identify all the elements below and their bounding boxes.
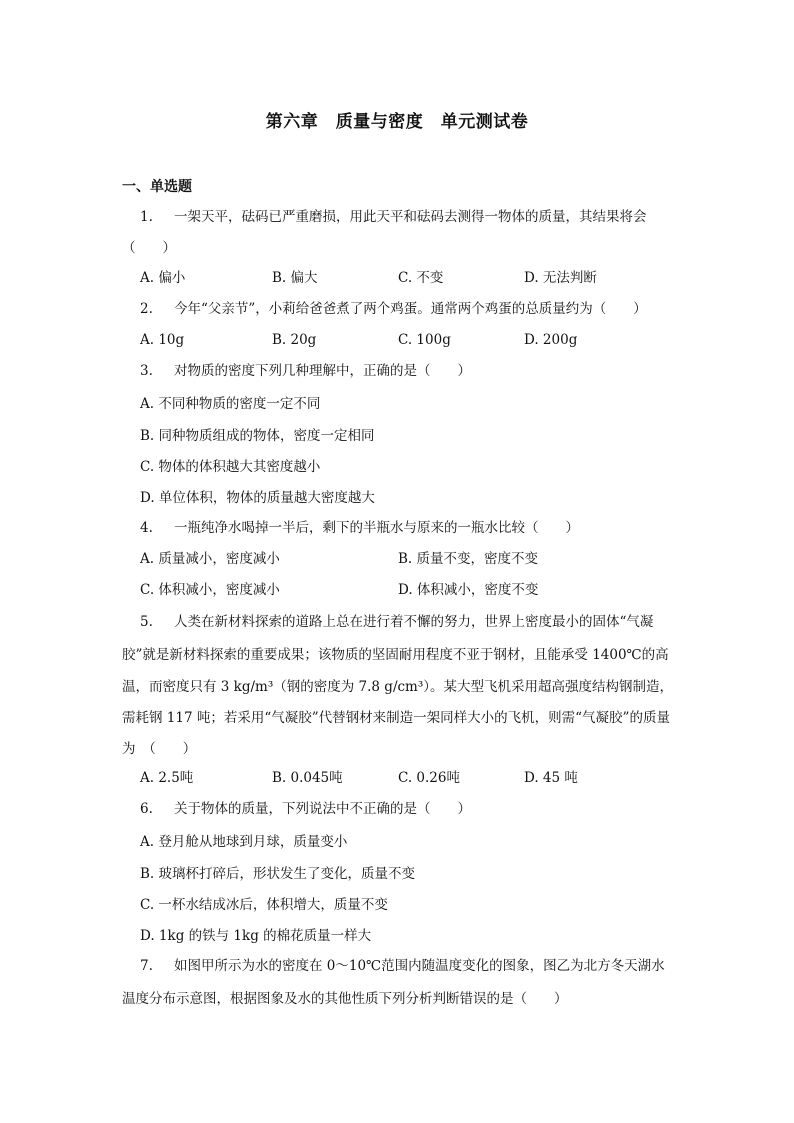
question-text-continued: 需耗钢 117 吨；若采用“气凝胶”代替钢材来制造一架同样大小的飞机，则需“气凝胶”的质量 bbox=[122, 710, 670, 726]
option-b: B. 同种物质组成的物体，密度一定相同 bbox=[140, 428, 375, 444]
question-text: 一架天平，砝码已严重磨损，用此天平和砝码去测得一物体的质量，其结果将会 bbox=[174, 209, 647, 225]
option-d: D. 45 吨 bbox=[524, 770, 578, 786]
option-a: A. 2.5吨 bbox=[140, 770, 194, 786]
question-text: 今年“父亲节”，小莉给爸爸煮了两个鸡蛋。通常两个鸡蛋的总质量约为（ ） bbox=[174, 301, 647, 317]
question-text: 关于物体的质量，下列说法中不正确的是（ ） bbox=[174, 801, 471, 817]
option-c: C. 100g bbox=[398, 332, 451, 348]
option-a: A. 质量减小，密度减小 bbox=[140, 551, 280, 567]
option-b: B. 0.045吨 bbox=[272, 770, 343, 786]
question-number: 5. bbox=[140, 614, 153, 630]
question-number: 1. bbox=[140, 209, 153, 225]
option-c: C. 体积减小，密度减小 bbox=[140, 582, 280, 598]
option-c: C. 不变 bbox=[398, 270, 444, 286]
question-text: 对物质的密度下列几种理解中，正确的是（ ） bbox=[174, 363, 471, 379]
question-text-continued: 温度分布示意图，根据图象及水的其他性质下列分析判断错误的是（ ） bbox=[122, 991, 568, 1007]
question-text: 如图甲所示为水的密度在 0～10℃范围内随温度变化的图象，图乙为北方冬天湖水 bbox=[174, 958, 665, 974]
question-text-continued: 温，而密度只有 3 kg/m³（钢的密度为 7.8 g/cm³）。某大型飞机采用超高强度结构钢制造， bbox=[122, 679, 674, 695]
page-title: 第六章 质量与密度 单元测试卷 bbox=[265, 112, 529, 132]
option-b: B. 偏大 bbox=[272, 270, 318, 286]
section-heading: 一、单选题 bbox=[122, 179, 192, 195]
option-d: D. 无法判断 bbox=[524, 270, 597, 286]
option-a: A. 不同种物质的密度一定不同 bbox=[140, 396, 321, 412]
option-a: A. 偏小 bbox=[140, 270, 186, 286]
option-b: B. 玻璃杯打碎后，形状发生了变化，质量不变 bbox=[140, 866, 416, 882]
question-text-continued: 胶”就是新材料探索的重要成果；该物质的坚固耐用程度不亚于钢材，且能承受 1400℃的高 bbox=[122, 647, 669, 663]
option-a: A. 登月舱从地球到月球，质量变小 bbox=[140, 834, 348, 850]
question-number: 7. bbox=[140, 958, 153, 974]
option-d: D. 单位体积，物体的质量越大密度越大 bbox=[140, 490, 375, 506]
question-text-continued: 为 （ ） bbox=[122, 741, 197, 757]
question-number: 6. bbox=[140, 801, 153, 817]
option-c: C. 0.26吨 bbox=[398, 770, 460, 786]
option-b: B. 质量不变，密度不变 bbox=[398, 551, 539, 567]
option-d: D. 体积减小，密度不变 bbox=[398, 582, 539, 598]
question-text: 一瓶纯净水喝掉一半后，剩下的半瓶水与原来的一瓶水比较（ ） bbox=[174, 520, 579, 536]
option-c: C. 物体的体积越大其密度越小 bbox=[140, 459, 321, 475]
option-a: A. 10g bbox=[140, 332, 185, 348]
option-c: C. 一杯水结成冰后，体积增大，质量不变 bbox=[140, 897, 388, 913]
question-text-continued: （ ） bbox=[122, 240, 176, 256]
option-d: D. 1kg 的铁与 1kg 的棉花质量一样大 bbox=[140, 928, 372, 944]
question-number: 3. bbox=[140, 363, 153, 379]
option-d: D. 200g bbox=[524, 332, 578, 348]
question-number: 4. bbox=[140, 520, 153, 536]
option-b: B. 20g bbox=[272, 332, 317, 348]
question-text: 人类在新材料探索的道路上总在进行着不懈的努力，世界上密度最小的固体“气凝 bbox=[174, 614, 654, 630]
question-number: 2. bbox=[140, 301, 153, 317]
